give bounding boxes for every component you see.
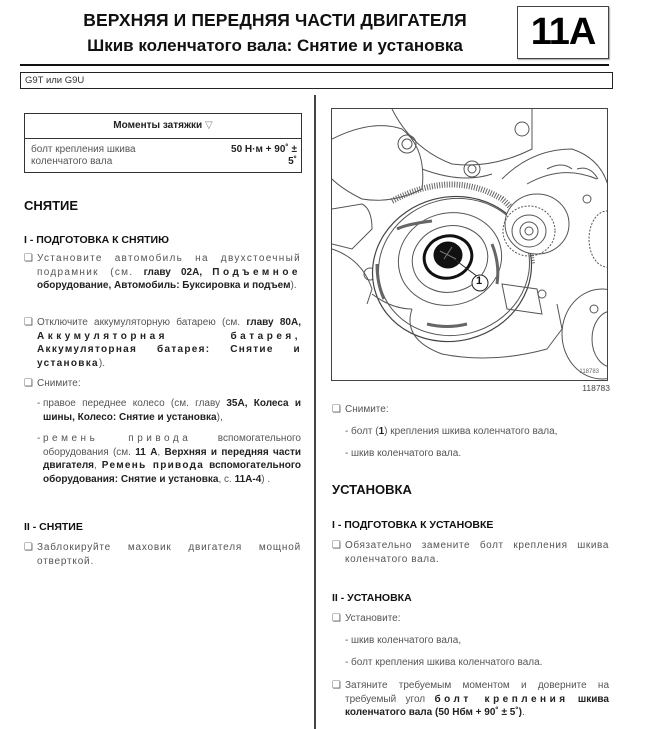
torque-row-value: 50 Н·м + 90˚ ± 5˚ — [231, 144, 297, 167]
step-item-tighten: ❏ Затяните требуемым моментом и доверните на требуемый угол болт крепления шкива коленчатого вала (50 Нбм + 90˚ ± 5˚). — [332, 680, 609, 718]
torque-table-header — [25, 114, 301, 139]
column-divider — [314, 95, 316, 729]
dash-bullet: - — [37, 433, 41, 444]
dash-bullet: - — [345, 448, 349, 459]
checkbox-bullet-icon: ❏ — [332, 540, 341, 551]
crankshaft-pulley-illustration — [331, 108, 608, 381]
torque-row — [25, 139, 301, 172]
triangle-down-icon: ▽ — [204, 120, 213, 131]
step-item: ❏ Установите автомобиль на двухстоечный подрамник (см. главу 02A, Подъемное оборудование, Автомобиль: Буксировка и подъем). — [24, 253, 301, 291]
dash-bullet: - — [345, 426, 349, 437]
subsection-heading-removal: II - СНЯТИЕ — [24, 521, 83, 533]
torque-row-label: болт крепления шкива коленчатого вала — [31, 144, 136, 167]
torque-table-heading: Моменты затяжки — [113, 120, 203, 131]
dash-bullet: - — [37, 398, 41, 409]
header-rule — [20, 64, 609, 66]
sub-step-item: - шкив коленчатого вала, — [345, 635, 462, 646]
dash-bullet: - — [345, 657, 349, 668]
checkbox-bullet-icon: ❏ — [24, 317, 33, 328]
section-heading-removal: СНЯТИЕ — [24, 198, 79, 213]
checkbox-bullet-icon: ❏ — [332, 404, 341, 415]
subsection-heading-install-prep: I - ПОДГОТОВКА К УСТАНОВКЕ — [332, 519, 494, 531]
subsection-heading-removal-prep: I - ПОДГОТОВКА К СНЯТИЮ — [24, 234, 169, 246]
section-heading-installation: УСТАНОВКА — [332, 482, 412, 497]
callout-label: 1 — [476, 275, 483, 287]
step-item: ❏ Заблокируйте маховик двигателя мощной отверткой. — [24, 542, 301, 567]
checkbox-bullet-icon: ❏ — [332, 613, 341, 624]
torque-table — [24, 113, 302, 173]
engine-drawing-icon — [332, 109, 608, 381]
step-item-remove: ❏ Снимите: — [332, 404, 389, 415]
figure-caption: 118783 — [582, 383, 610, 393]
sub-step-item: - болт крепления шкива коленчатого вала. — [345, 657, 543, 668]
step-item: ❏ Обязательно замените болт крепления шкива коленчатого вала. — [332, 540, 609, 565]
page-subtitle: Шкив коленчатого вала: Снятие и установка — [87, 36, 463, 55]
step-item: ❏ Отключите аккумуляторную батарею (см. главу 80A, Аккумуляторная батарея, Аккумуляторная батарея: Снятие и установка). — [24, 317, 301, 369]
dash-bullet: - — [345, 635, 349, 646]
step-item-remove: ❏ Снимите: — [24, 378, 81, 389]
sub-step-item: - шкив коленчатого вала. — [345, 448, 462, 459]
sub-step-item: - правое переднее колесо (см. главу 35A, Колеса и шины, Колесо: Снятие и установка), — [37, 398, 301, 423]
sub-step-item: - ремень привода вспомогательного оборудования (см. 11 A, Верхняя и передняя части двигателя, Ремень привода вспомогательного оборудования: Снятие и установка, с. 11A-4) . — [37, 433, 301, 485]
engine-codes: G9T или G9U — [20, 72, 613, 89]
chapter-badge: 11A — [517, 6, 609, 59]
checkbox-bullet-icon: ❏ — [24, 253, 33, 264]
page-title: ВЕРХНЯЯ И ПЕРЕДНЯЯ ЧАСТИ ДВИГАТЕЛЯ — [83, 10, 467, 30]
checkbox-bullet-icon: ❏ — [24, 378, 33, 389]
checkbox-bullet-icon: ❏ — [332, 680, 341, 691]
sub-step-item: - болт (1) крепления шкива коленчатого вала, — [345, 426, 558, 437]
step-item-install: ❏ Установите: — [332, 613, 401, 624]
checkbox-bullet-icon: ❏ — [24, 542, 33, 553]
figure-inner-number: 118783 — [579, 369, 599, 375]
subsection-heading-install: II - УСТАНОВКА — [332, 592, 412, 604]
